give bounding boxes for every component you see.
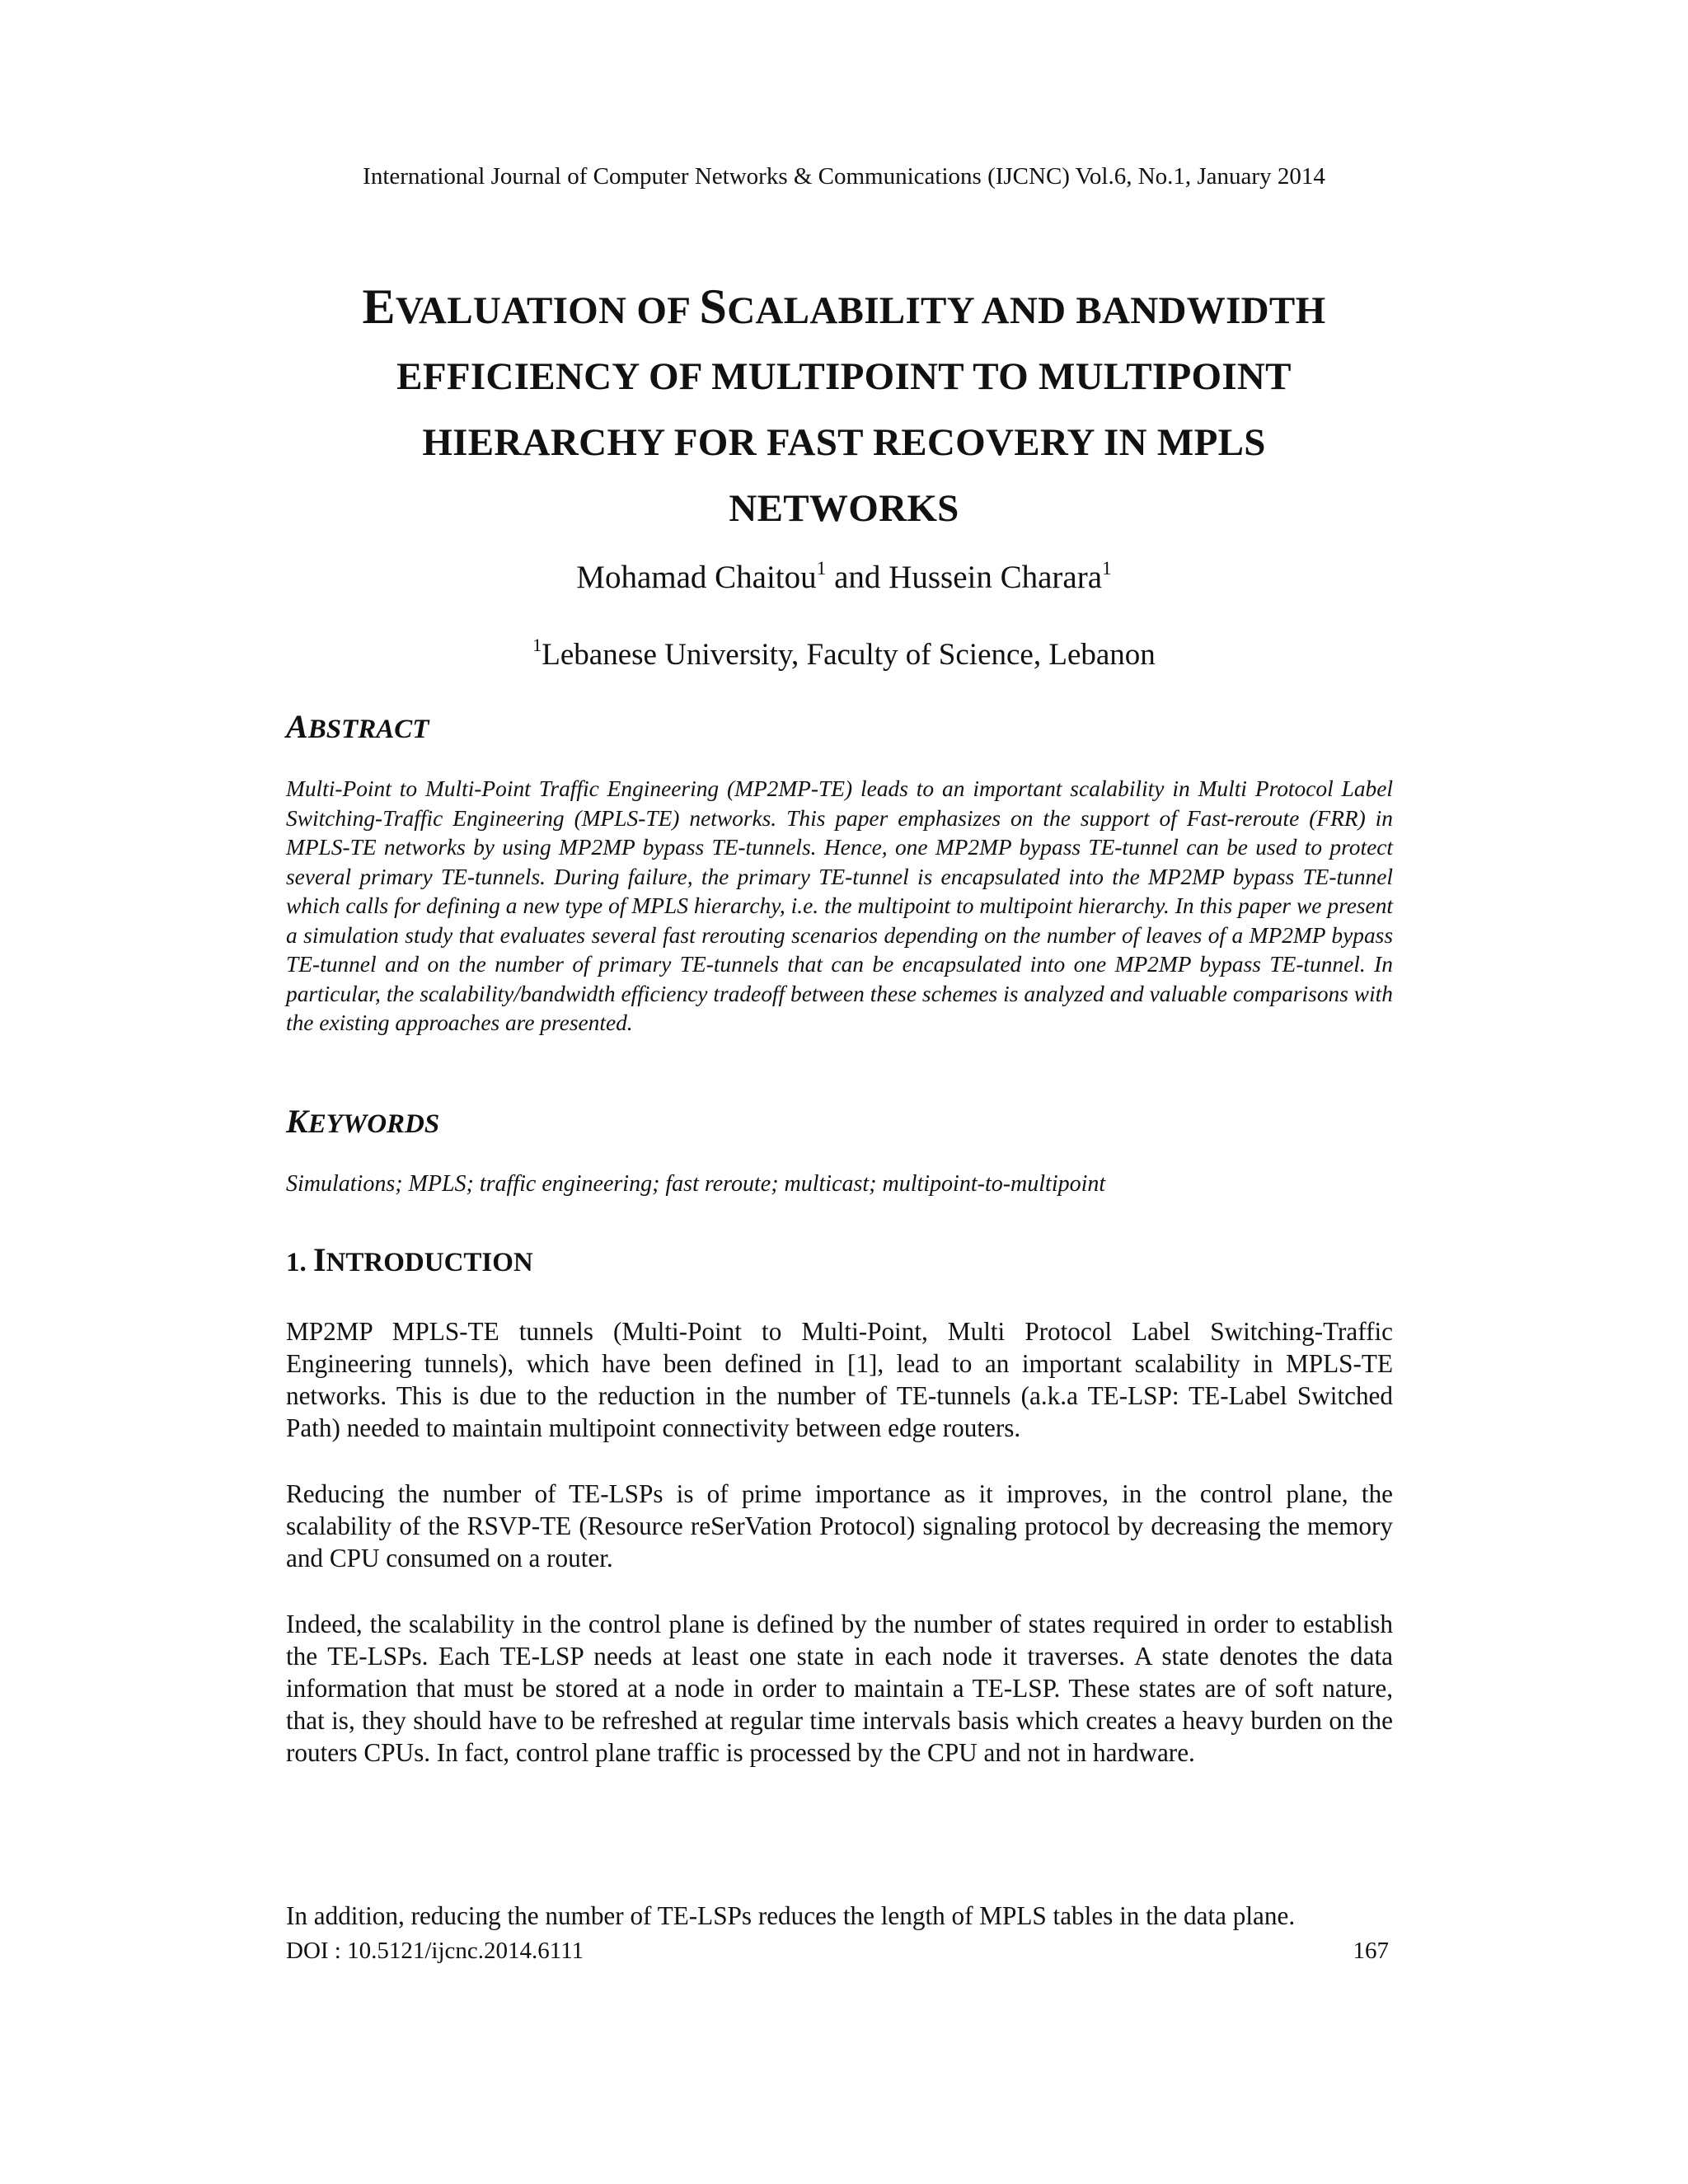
intro-paragraph-1: MP2MP MPLS-TE tunnels (Multi-Point to Multi-Point, Multi Protocol Label Switching-Traffic Engineering tunnels), which have been defined in [1], lead to an important scalability in MPLS-TE networks. This is due to the reduction in the number of TE-tunnels (a.k.a TE-LSP: TE-Label Switched Path) needed to maintain multipoint connectivity between edge routers.	[286, 1317, 1393, 1442]
author-1: Mohamad Chaitou	[576, 560, 817, 595]
affiliation: $^1$Lebanese University, Faculty of Science, Lebanon	[532, 635, 1156, 672]
introduction-heading: 1. INTRODUCTION	[286, 1241, 533, 1278]
abstract-heading: ABSTRACT	[286, 708, 429, 745]
running-header: International Journal of Computer Networks & Communications (IJCNC) Vol.6, No.1, January 2014	[363, 163, 1325, 190]
abstract-text: Multi-Point to Multi-Point Traffic Engineering (MP2MP-TE) leads to an important scalability in Multi Protocol Label Switching-Traffic Engineering (MPLS-TE) networks. This paper emphasizes on the support of Fast-reroute (FRR) in MPLS-TE networks by using MP2MP bypass TE-tunnels. Hence, one MP2MP bypass TE-tunnel can be used to protect several primary TE-tunnels. During failure, the primary TE-tunnel is encapsulated into the MP2MP bypass TE-tunnel which calls for defining a new type of MPLS hierarchy, i.e. the multipoint to multipoint hierarchy. In this paper we present a simulation study that evaluates several fast rerouting scenarios depending on the number of leaves of a MP2MP bypass TE-tunnel and on the number of primary TE-tunnels that can be encapsulated into one MP2MP bypass TE-tunnel. In particular, the scalability/bandwidth efficiency tradeoff between these schemes is analyzed and valuable comparisons with the existing approaches are presented.	[286, 776, 1393, 1035]
title-line-1: EVALUATION OF SCALABILITY AND BANDWIDTH	[362, 279, 1326, 334]
keywords-text: Simulations; MPLS; traffic engineering; fast reroute; multicast; multipoint-to-multipoint	[286, 1171, 1106, 1197]
intro-paragraph-2: Reducing the number of TE-LSPs is of prime importance as it improves, in the control plane, the scalability of the RSVP-TE (Resource reSerVation Protocol) signaling protocol by decreasing the memory and CPU consumed on a router.	[286, 1479, 1393, 1572]
intro-paragraph-3: Indeed, the scalability in the control plane is defined by the number of states required in order to establish the TE-LSPs. Each TE-LSP needs at least one state in each node it traverses. A state denotes the data information that must be stored at a node in order to maintain a TE-LSP. These states are of soft nature, that is, they should have to be refreshed at regular time intervals basis which creates a heavy burden on the routers CPUs. In fact, control plane traffic is processed by the CPU and not in hardware.	[286, 1610, 1393, 1767]
author-2-affil-mark: 1	[1102, 557, 1112, 579]
keywords-heading: KEYWORDS	[286, 1103, 440, 1140]
doi-footer: DOI : 10.5121/ijcnc.2014.6111	[286, 1938, 584, 1964]
title-line-3: HIERARCHY FOR FAST RECOVERY IN MPLS	[422, 421, 1266, 464]
author-2: Hussein Charara	[889, 560, 1103, 595]
page-number: 167	[1353, 1938, 1389, 1964]
title-line-2: EFFICIENCY OF MULTIPOINT TO MULTIPOINT	[396, 355, 1292, 398]
title-line-4: NETWORKS	[729, 487, 959, 530]
paper-title	[247, 274, 1441, 541]
author-line: Mohamad Chaitou$^1$ and Hussein Charara$^1$	[576, 557, 1112, 595]
author-1-affil-mark: 1	[816, 557, 827, 579]
intro-paragraph-4: In addition, reducing the number of TE-LSPs reduces the length of MPLS tables in the data plane.	[286, 1901, 1296, 1930]
